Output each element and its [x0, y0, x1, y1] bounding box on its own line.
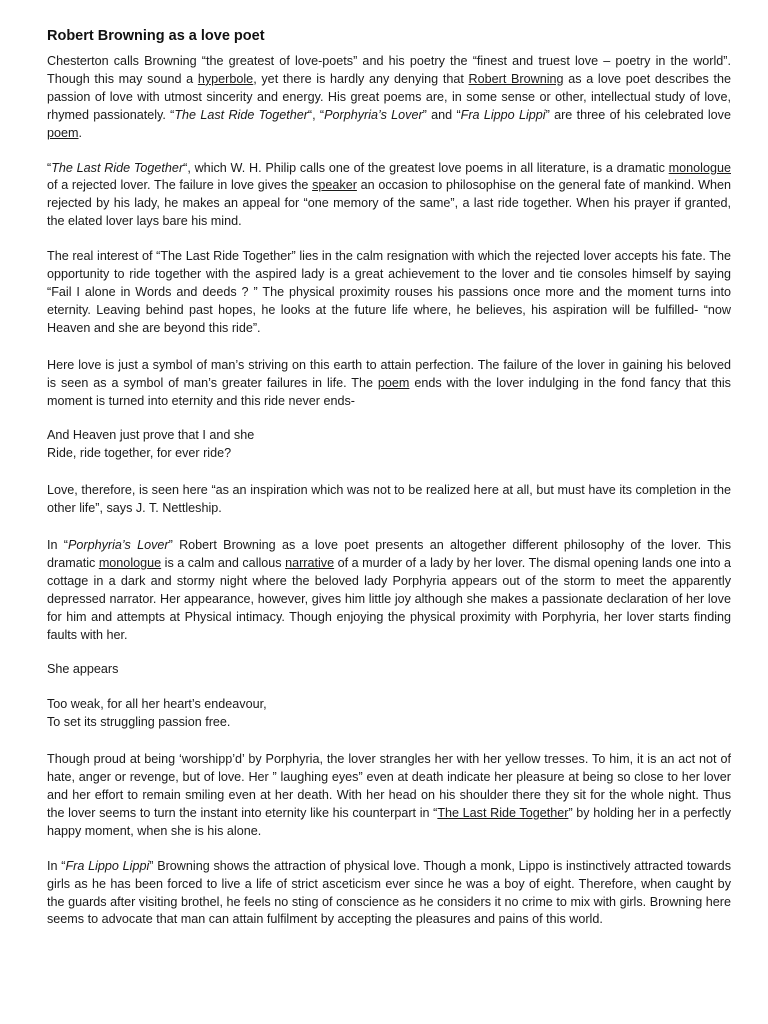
- link-narrative[interactable]: narrative: [285, 555, 335, 570]
- paragraph-symbol: [47, 357, 731, 411]
- text: In “: [47, 538, 68, 553]
- text: ” by holding her in a perfectly happy moment, when she is his alone.: [47, 805, 731, 838]
- text: , yet there is hardly any denying that: [253, 71, 469, 86]
- link-robert-browning[interactable]: Robert Browning: [468, 71, 564, 86]
- verse-line: Ride, ride together, for ever ride?: [47, 446, 232, 461]
- link-poem[interactable]: poem: [47, 125, 79, 140]
- link-hyperbole[interactable]: hyperbole: [197, 71, 254, 86]
- text: “, “: [307, 107, 325, 122]
- paragraph-fra-lippo: [47, 858, 731, 930]
- verse-line: To set its struggling passion free.: [47, 715, 231, 730]
- paragraph-intro: [47, 53, 731, 143]
- text: of a rejected lover. The failure in love gives the: [47, 178, 313, 193]
- page-title: Robert Browning as a love poet: [47, 28, 265, 44]
- title-italic: Fra Lippo Lippi: [460, 107, 546, 122]
- text: Chesterton calls Browning “the greatest of love-poets” and his poetry the “finest and truest love – poetry in the world”. Though this may sound a: [47, 54, 731, 86]
- link-speaker[interactable]: speaker: [312, 178, 357, 193]
- link-the-last-ride-together[interactable]: The Last Ride Together: [437, 805, 569, 820]
- verse-quote-1: [47, 427, 731, 463]
- text: ” Browning shows the attraction of physical love. Though a monk, Lippo is instinctively attracted towards girls as he has been forced to live a life of strict asceticism ever since he was a boy of eight. Therefore, when caught by the guards after visiting brothel, he feels no sting of conscience as he considers it no crime to mix with girls. Browning here seems to advocate that man can attain fulfilment by accepting the pleasures and pains of this world.: [47, 858, 731, 927]
- text: In “: [47, 858, 66, 873]
- text: Though proud at being ‘worshipp’d’ by Porphyria, the lover strangles her with her yellow tresses. To him, it is an act not of hate, anger or revenge, but of love. Her ” laughing eyes” even at death indicate her pleasure at being so close to her lover and her effort to remain smiling even at her death. With her head on his shoulder there they sit for the whole night. Thus the lover seems to turn the instant into eternity like his counterpart in “: [47, 752, 731, 820]
- link-poem[interactable]: poem: [377, 375, 410, 390]
- title-italic: Fra Lippo Lippi: [65, 858, 150, 873]
- verse-quote-2: [47, 696, 731, 732]
- paragraph-nettleship: Love, therefore, is seen here “as an inspiration which was not to be realized here at all, but must have its completion in the other life”, says J. T. Nettleship.: [47, 483, 731, 516]
- text: “, which W. H. Philip calls one of the greatest love poems in all literature, is a dramatic: [183, 160, 669, 175]
- title-italic: The Last Ride Together: [51, 160, 184, 175]
- document-page: [47, 27, 731, 929]
- paragraph-she-appears: She appears: [47, 662, 119, 677]
- text: .: [78, 125, 83, 140]
- text: is a calm and callous: [161, 555, 286, 570]
- title-italic: The Last Ride Together: [174, 107, 308, 122]
- verse-line: And Heaven just prove that I and she: [47, 428, 255, 443]
- title-italic: Porphyria’s Lover: [324, 107, 423, 122]
- text: ” and “: [422, 107, 461, 122]
- text: an occasion to philosophise on the general fate of mankind. When rejected by his lady, he makes an appeal for “one memory of the same”, a last ride together. When his prayer if granted, the elated lover lays bare his mind.: [47, 178, 731, 229]
- text: ” Robert Browning as a love poet presents an altogether different philosophy of the lover. This dramatic: [47, 538, 731, 570]
- link-monologue[interactable]: monologue: [98, 555, 162, 570]
- verse-line: Too weak, for all her heart’s endeavour,: [47, 697, 267, 712]
- text: as a love poet describes the passion of love with utmost sincerity and energy. His great poems are, in some sense or other, intellectual study of love, rhymed passionately. “: [47, 71, 731, 122]
- text: “: [47, 160, 52, 175]
- link-monologue[interactable]: monologue: [668, 160, 731, 175]
- text: of a murder of a lady by her lover. The dismal opening lands one into a cottage in a dark and stormy night where the beloved lady Porphyria appears out of the storm to meet the apparently depressed narrator. Her appearance, however, gives him little joy although she makes a passionate declaration of her love for him and attempts at Physical intimacy. Though enjoying the physical proximity with Porphyria, her lover starts finding faults with her.: [47, 555, 731, 642]
- paragraph-porphyria: [47, 537, 731, 644]
- paragraph-last-ride: [47, 160, 731, 232]
- paragraph-real-interest: The real interest of “The Last Ride Together” lies in the calm resignation with which the rejected lover accepts his fate. The opportunity to ride together with the aspired lady is a great achievement to the lover and tie consoles himself by saying “Fail I alone in Words and deeds ? ” The physical proximity rouses his passions once more and the moment turns into eternity. Leaving behind past hopes, he looks at the future life where, he believes, his aspiration will be fulfilled- “now Heaven and she are beyond this ride”.: [47, 249, 731, 335]
- title-italic: Porphyria’s Lover: [68, 538, 169, 553]
- paragraph-worshipped: [47, 751, 731, 841]
- text: ” are three of his celebrated love: [545, 107, 731, 122]
- text: ends with the lover indulging in the fond fancy that this moment is turned into eternity and this ride never ends-: [47, 375, 731, 408]
- text: Here love is just a symbol of man’s striving on this earth to attain perfection. The failure of the lover in gaining his beloved is seen as a symbol of man’s greater failures in life. The: [47, 357, 731, 390]
